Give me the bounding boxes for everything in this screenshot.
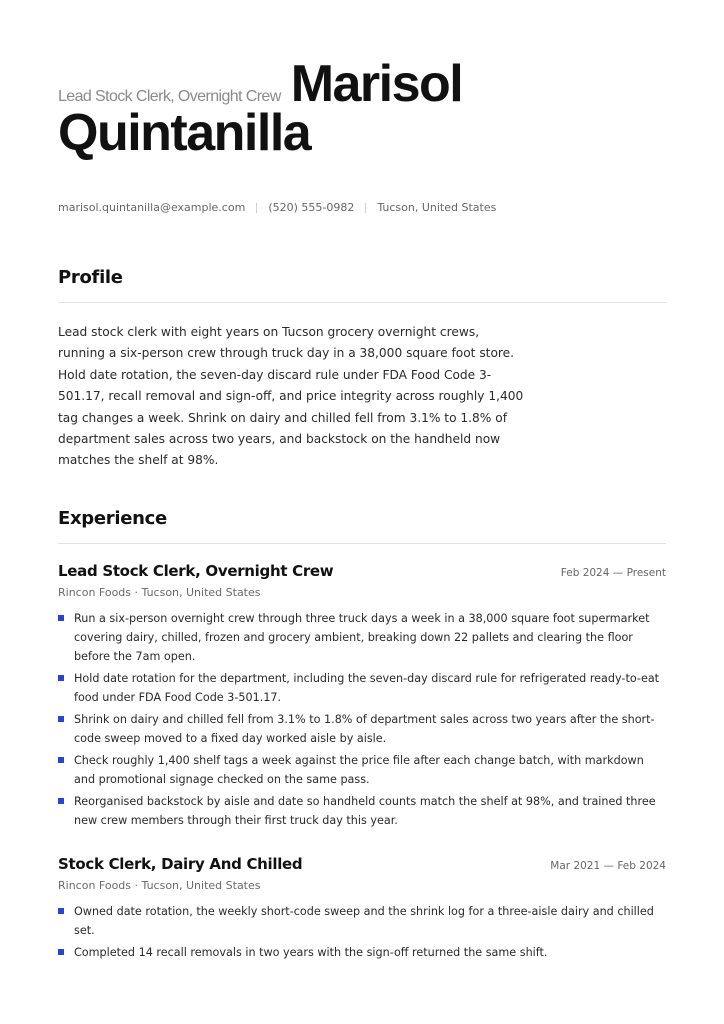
experience-heading: Experience <box>58 508 167 529</box>
contact-line <box>58 201 496 214</box>
bullet-text: Check roughly 1,400 shelf tags a week against the price file after each change batch, with markdown and promotional signage checked on the same pass. <box>74 754 644 786</box>
headline-subtitle: Lead Stock Clerk, Overnight Crew <box>58 88 281 105</box>
job-dates: Feb 2024 — Present <box>560 567 666 579</box>
profile-heading: Profile <box>58 267 123 288</box>
contact-phone[interactable]: (520) 555-0982 <box>268 201 355 214</box>
job-company: Rincon Foods · Tucson, United States <box>58 586 261 599</box>
job-bullet <box>58 902 666 940</box>
bullet-square-icon <box>58 908 64 914</box>
job-bullet <box>58 669 666 707</box>
bullet-square-icon <box>58 615 64 621</box>
first-name: Marisol <box>290 55 463 113</box>
bullet-square-icon <box>58 798 64 804</box>
bullet-text: Owned date rotation, the weekly short-code sweep and the shrink log for a three-aisle dairy and chilled set. <box>74 905 654 937</box>
job-title: Lead Stock Clerk, Overnight Crew <box>58 562 334 580</box>
job-company: Rincon Foods · Tucson, United States <box>58 879 261 892</box>
job-header <box>58 855 666 873</box>
job-bullet <box>58 751 666 789</box>
job-header <box>58 562 666 580</box>
bullet-square-icon <box>58 675 64 681</box>
job-entry <box>58 855 666 965</box>
profile-divider <box>58 302 666 303</box>
contact-separator <box>256 203 257 213</box>
bullet-square-icon <box>58 716 64 722</box>
job-bullets <box>58 609 666 830</box>
bullet-square-icon <box>58 757 64 763</box>
name-line <box>58 55 678 113</box>
contact-email[interactable]: marisol.quintanilla@example.com <box>58 201 246 214</box>
job-entry <box>58 562 666 833</box>
bullet-text: Run a six-person overnight crew through three truck days a week in a 38,000 square foot supermarket covering dairy, chilled, frozen and grocery ambient, breaking down 22 pallets and clearing the floor before the 7am open. <box>74 612 650 663</box>
bullet-square-icon <box>58 949 64 955</box>
job-bullet <box>58 943 666 962</box>
job-bullet <box>58 609 666 666</box>
contact-separator <box>365 203 366 213</box>
last-name: Quintanilla <box>58 104 311 162</box>
job-bullet <box>58 710 666 748</box>
bullet-text: Completed 14 recall removals in two years with the sign-off returned the same shift. <box>74 946 548 959</box>
job-bullets <box>58 902 666 962</box>
contact-location: Tucson, United States <box>377 201 497 214</box>
bullet-text: Reorganised backstock by aisle and date so handheld counts match the shelf at 98%, and trained three new crew members through their first truck day this year. <box>74 795 656 827</box>
resume-header <box>58 55 678 162</box>
bullet-text: Shrink on dairy and chilled fell from 3.1% to 1.8% of department sales across two years after the short-code sweep moved to a fixed day worked aisle by aisle. <box>74 713 655 745</box>
experience-divider <box>58 543 666 544</box>
job-dates: Mar 2021 — Feb 2024 <box>550 860 666 872</box>
job-bullet <box>58 792 666 830</box>
job-title: Stock Clerk, Dairy And Chilled <box>58 855 303 873</box>
bullet-text: Hold date rotation for the department, including the seven-day discard rule for refrigerated ready-to-eat food under FDA Food Code 3-501.17. <box>74 672 660 704</box>
profile-summary: Lead stock clerk with eight years on Tucson grocery overnight crews, running a six-person crew through truck day in a 38,000 square foot store. Hold date rotation, the seven-day discard rule under FDA Food Code 3-501.17, recall removal and sign-off, and price integrity across roughly 1,400 tag changes a week. Shrink on dairy and chilled fell from 3.1% to 1.8% of department sales across two years, and backstock on the handheld now matches the shelf at 98%. <box>58 325 524 468</box>
